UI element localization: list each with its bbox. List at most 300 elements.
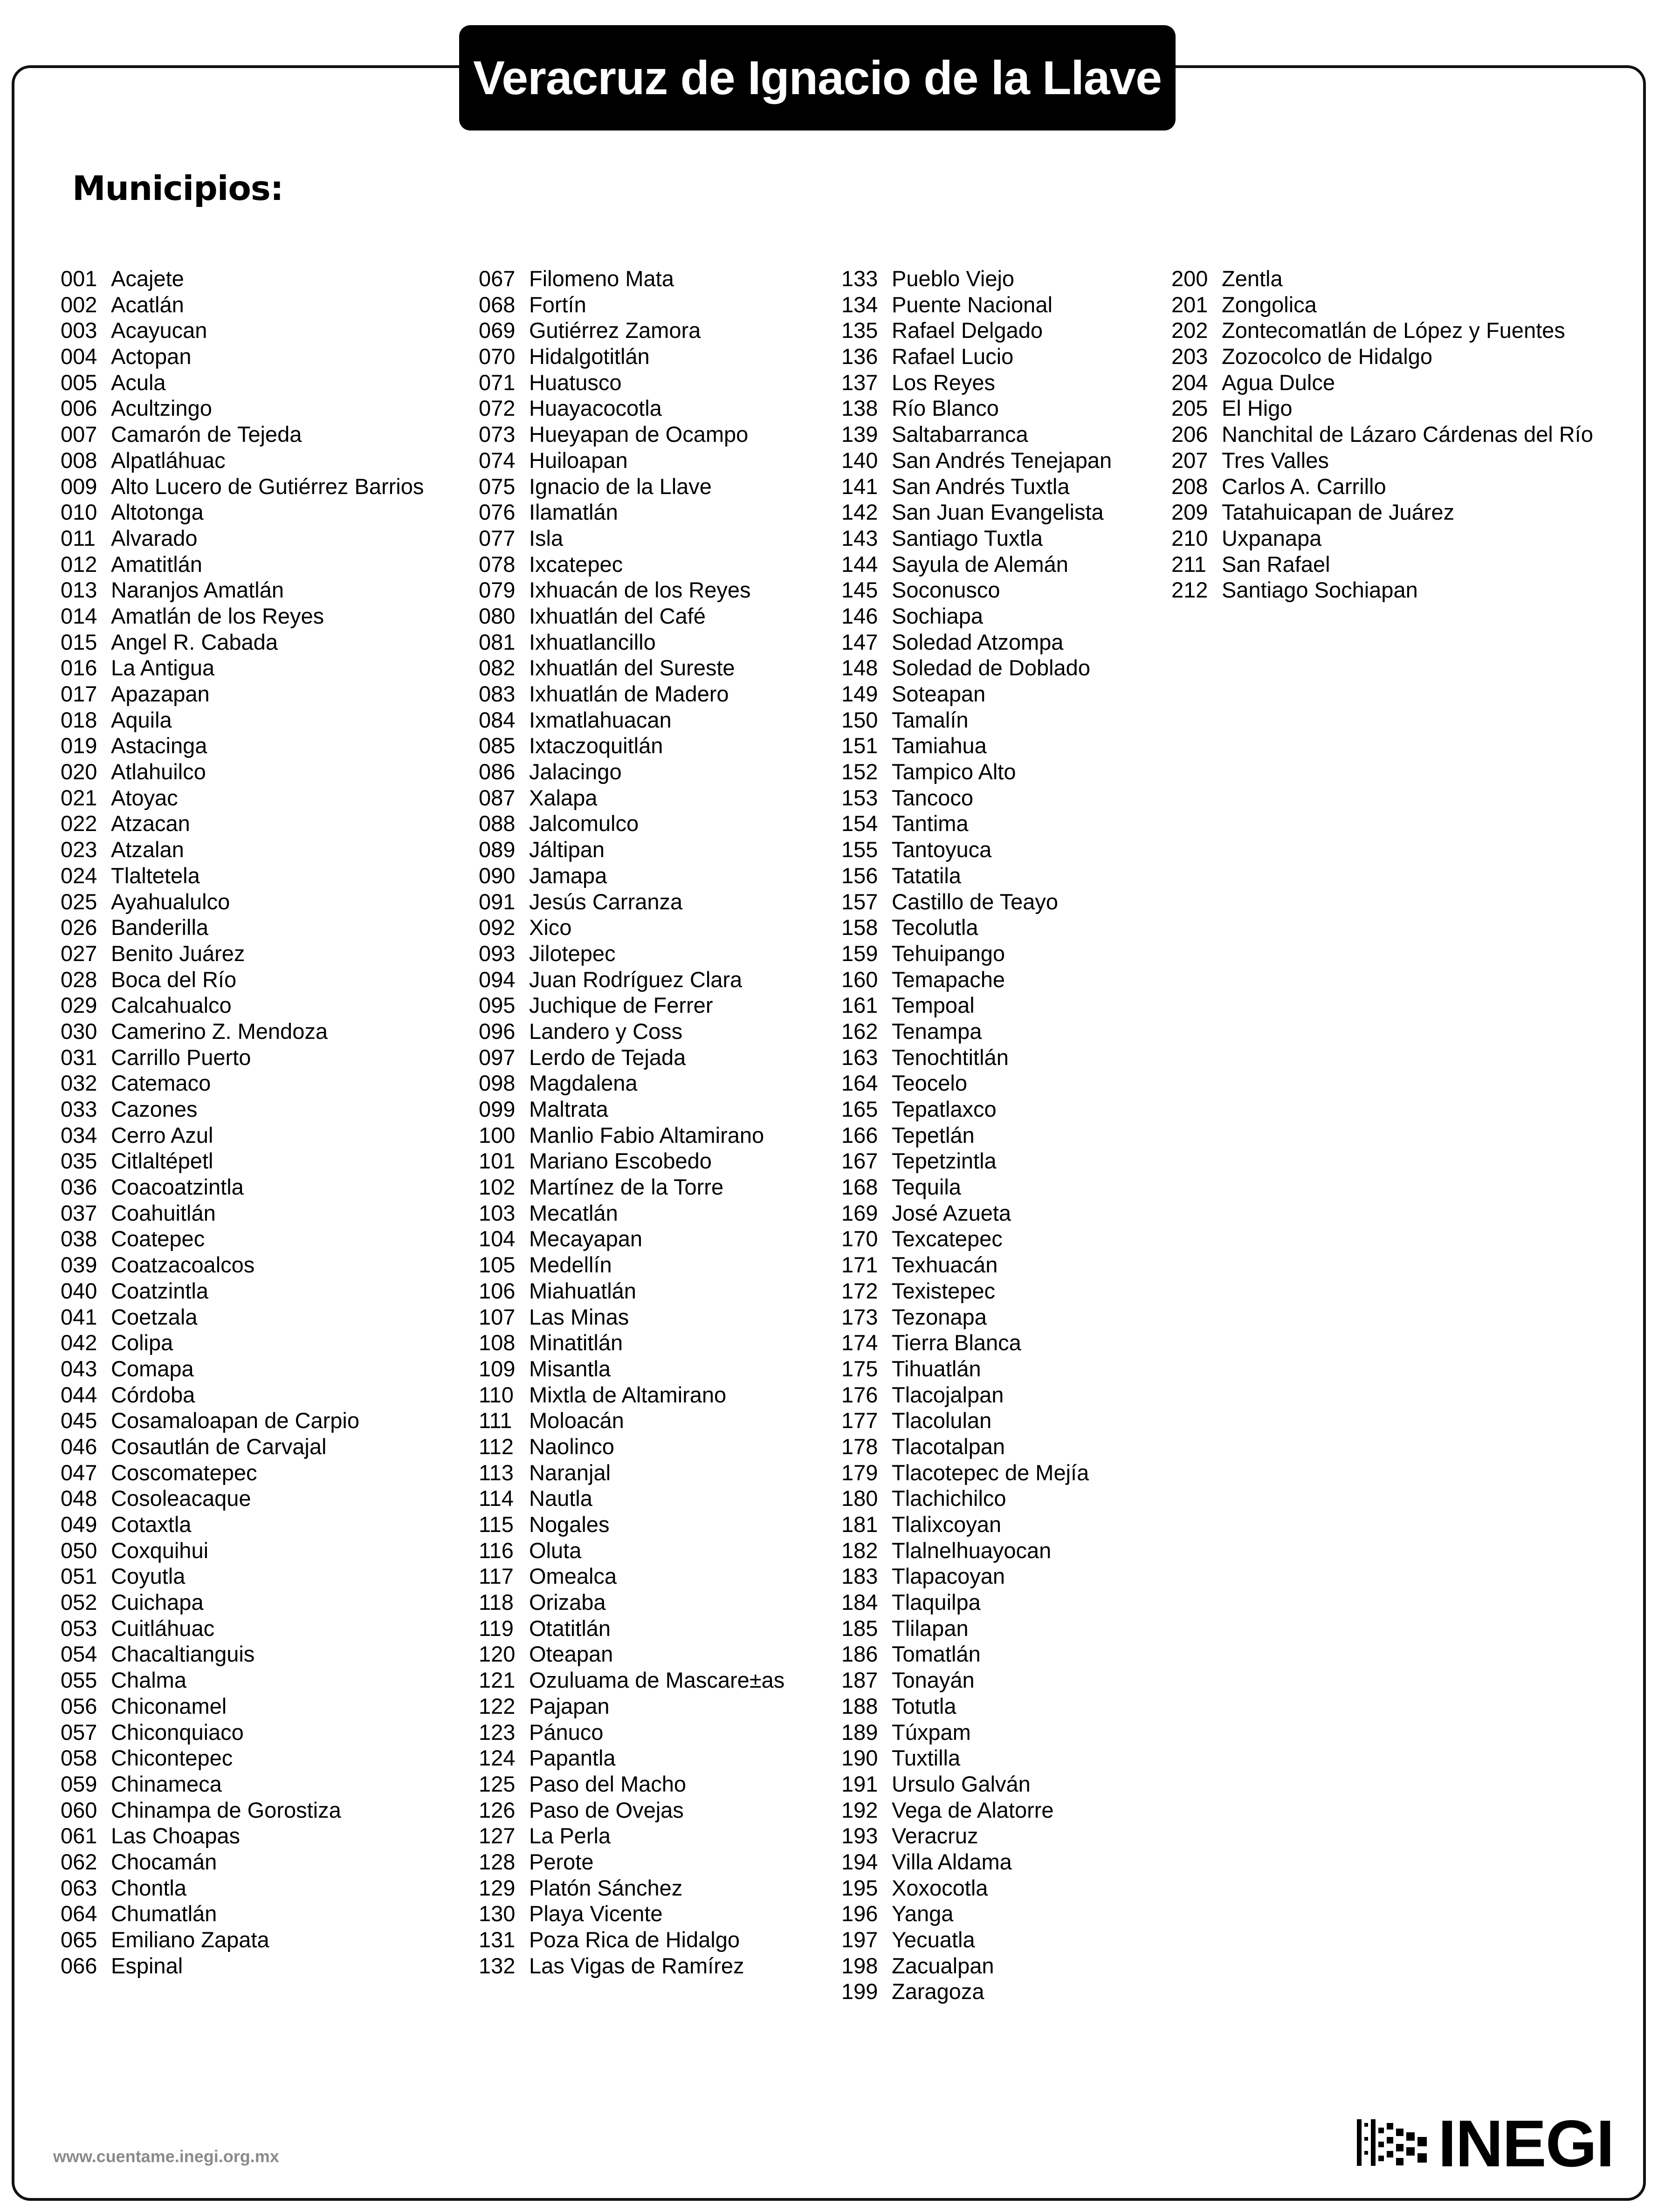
municipio-item: [841, 343, 1112, 370]
municipio-name: Tonayán: [892, 1668, 975, 1693]
municipio-name: Tepatlaxco: [892, 1097, 997, 1121]
municipio-name: Tlacojalpan: [892, 1382, 1004, 1407]
municipio-code: 130: [479, 1901, 516, 1926]
municipio-code: 184: [841, 1590, 878, 1615]
municipio-name: Carlos A. Carrillo: [1222, 474, 1386, 499]
municipio-name: Yanga: [892, 1901, 954, 1926]
municipio-item: [841, 785, 1112, 811]
municipio-name: Atzacan: [111, 811, 190, 836]
municipio-item: [479, 1200, 784, 1226]
municipio-item: [479, 629, 784, 655]
municipio-name: Texistepec: [892, 1278, 996, 1303]
municipio-code: 023: [61, 837, 97, 862]
municipio-name: Aquila: [111, 707, 172, 732]
municipio-name: Tlaquilpa: [892, 1590, 981, 1615]
municipio-code: 052: [61, 1590, 97, 1615]
municipio-item: [841, 1330, 1112, 1356]
municipio-name: Paso de Ovejas: [529, 1797, 684, 1822]
municipio-code: 179: [841, 1460, 878, 1485]
municipio-item: [61, 967, 424, 993]
municipio-item: [1171, 474, 1593, 500]
municipio-code: 113: [479, 1460, 514, 1485]
municipio-code: 041: [61, 1304, 97, 1329]
municipio-item: [479, 1797, 784, 1823]
municipio-name: Xico: [529, 915, 572, 940]
municipio-name: Chinameca: [111, 1771, 222, 1796]
municipio-name: Naranjal: [529, 1460, 611, 1485]
municipio-name: Cerro Azul: [111, 1122, 213, 1147]
municipio-name: Lerdo de Tejada: [529, 1044, 686, 1070]
municipio-code: 073: [479, 422, 516, 447]
municipio-item: [61, 1096, 424, 1122]
municipio-code: 030: [61, 1018, 97, 1044]
municipio-code: 077: [479, 525, 516, 550]
municipio-item: [479, 1278, 784, 1304]
municipio-item: [841, 733, 1112, 759]
municipio-name: Soledad de Doblado: [892, 655, 1090, 680]
municipio-code: 016: [61, 655, 97, 680]
municipio-code: 153: [841, 785, 878, 810]
municipio-item: [479, 941, 784, 967]
municipio-item: [61, 1304, 424, 1330]
municipio-name: Huayacocotla: [529, 396, 662, 421]
municipio-name: Ixcatepec: [529, 551, 623, 577]
municipio-name: Tequila: [892, 1175, 961, 1200]
municipio-code: 060: [61, 1797, 97, 1822]
municipio-name: Totutla: [892, 1693, 956, 1718]
municipios-column-4: [1171, 266, 1593, 603]
municipio-name: Zontecomatlán de López y Fuentes: [1222, 318, 1565, 343]
municipio-name: Camarón de Tejeda: [111, 422, 302, 447]
municipio-code: 039: [61, 1252, 97, 1278]
municipio-code: 150: [841, 707, 878, 732]
municipio-name: Coyutla: [111, 1564, 186, 1589]
municipio-item: [61, 837, 424, 863]
municipio-name: Gutiérrez Zamora: [529, 318, 701, 343]
municipio-code: 183: [841, 1564, 878, 1589]
municipio-name: Coatepec: [111, 1226, 205, 1251]
municipio-code: 088: [479, 811, 516, 836]
municipio-item: [61, 941, 424, 967]
municipio-code: 026: [61, 915, 97, 940]
municipio-item: [61, 1849, 424, 1875]
municipio-item: [61, 1641, 424, 1667]
municipio-name: Tamalín: [892, 707, 969, 732]
municipio-name: Coatzintla: [111, 1278, 208, 1303]
municipio-code: 070: [479, 344, 516, 369]
municipio-name: Teocelo: [892, 1071, 967, 1096]
municipio-item: [61, 733, 424, 759]
municipio-code: 064: [61, 1901, 97, 1926]
municipio-code: 122: [479, 1693, 516, 1718]
municipio-code: 166: [841, 1122, 878, 1147]
municipio-name: Las Minas: [529, 1304, 629, 1329]
municipio-code: 093: [479, 941, 516, 966]
municipio-code: 171: [841, 1252, 878, 1278]
municipio-name: La Perla: [529, 1823, 611, 1848]
municipio-name: Mixtla de Altamirano: [529, 1382, 727, 1407]
municipio-name: Cotaxtla: [111, 1512, 192, 1537]
municipio-name: Uxpanapa: [1222, 525, 1322, 550]
municipio-code: 040: [61, 1278, 97, 1303]
municipio-code: 080: [479, 603, 516, 628]
municipio-item: [61, 1589, 424, 1615]
municipio-item: [61, 1823, 424, 1849]
municipio-name: Alvarado: [111, 525, 198, 550]
municipio-code: 066: [61, 1953, 97, 1978]
municipio-code: 135: [841, 318, 878, 343]
municipio-item: [479, 343, 784, 370]
municipio-item: [841, 629, 1112, 655]
municipio-name: Castillo de Teayo: [892, 889, 1059, 914]
municipio-code: 182: [841, 1538, 878, 1563]
municipio-item: [61, 266, 424, 292]
municipio-item: [841, 1927, 1112, 1953]
municipio-code: 164: [841, 1071, 878, 1096]
municipio-name: Tlilapan: [892, 1615, 969, 1641]
municipio-item: [61, 499, 424, 525]
municipio-item: [61, 1771, 424, 1797]
municipio-item: [479, 1252, 784, 1278]
municipio-code: 186: [841, 1642, 878, 1667]
municipio-name: Tehuipango: [892, 941, 1005, 966]
municipio-code: 042: [61, 1330, 97, 1355]
municipio-item: [479, 1875, 784, 1901]
municipio-code: 018: [61, 707, 97, 732]
municipio-item: [61, 1460, 424, 1486]
municipio-item: [841, 551, 1112, 577]
municipio-name: Tampico Alto: [892, 759, 1016, 784]
municipio-name: Tres Valles: [1222, 447, 1329, 473]
municipio-code: 099: [479, 1097, 516, 1121]
municipio-code: 134: [841, 292, 878, 317]
municipio-code: 105: [479, 1252, 516, 1278]
municipio-name: Las Vigas de Ramírez: [529, 1953, 744, 1978]
municipio-item: [61, 551, 424, 577]
municipio-item: [841, 577, 1112, 603]
municipio-item: [479, 992, 784, 1018]
municipio-name: Jilotepec: [529, 941, 616, 966]
municipio-item: [841, 370, 1112, 396]
page-title: Veracruz de Ignacio de la Llave: [459, 25, 1176, 131]
municipio-name: Platón Sánchez: [529, 1875, 683, 1900]
municipio-name: Poza Rica de Hidalgo: [529, 1927, 740, 1952]
municipio-code: 054: [61, 1642, 97, 1667]
municipio-item: [841, 603, 1112, 629]
municipio-item: [1171, 317, 1593, 343]
municipio-code: 051: [61, 1564, 97, 1589]
municipio-name: Amatlán de los Reyes: [111, 603, 324, 628]
municipio-name: Ixhuatlancillo: [529, 629, 656, 654]
municipio-item: [61, 759, 424, 785]
municipio-item: [479, 1901, 784, 1927]
municipio-item: [61, 1148, 424, 1174]
municipio-code: 067: [479, 266, 516, 291]
municipio-item: [61, 317, 424, 343]
municipio-item: [61, 292, 424, 318]
municipio-item: [61, 1356, 424, 1382]
municipio-item: [61, 681, 424, 707]
municipio-item: [841, 317, 1112, 343]
municipio-code: 028: [61, 967, 97, 992]
municipio-code: 022: [61, 811, 97, 836]
municipio-item: [1171, 577, 1593, 603]
municipio-item: [61, 1745, 424, 1771]
municipio-code: 161: [841, 993, 878, 1018]
municipio-item: [479, 707, 784, 733]
municipio-code: 168: [841, 1175, 878, 1200]
municipio-item: [841, 1148, 1112, 1174]
municipio-item: [479, 1563, 784, 1589]
municipio-item: [841, 1693, 1112, 1719]
municipio-name: Espinal: [111, 1953, 183, 1978]
municipio-name: Acultzingo: [111, 396, 212, 421]
municipio-code: 084: [479, 707, 516, 732]
municipio-item: [841, 889, 1112, 915]
municipio-code: 138: [841, 396, 878, 421]
municipio-code: 173: [841, 1304, 878, 1329]
municipio-name: Camerino Z. Mendoza: [111, 1018, 328, 1044]
municipio-item: [61, 474, 424, 500]
municipio-name: Córdoba: [111, 1382, 195, 1407]
municipio-name: Soteapan: [892, 681, 986, 706]
municipio-name: Ixhuatlán del Café: [529, 603, 706, 628]
municipio-name: Playa Vicente: [529, 1901, 663, 1926]
municipio-item: [479, 1148, 784, 1174]
municipio-code: 128: [479, 1849, 516, 1874]
municipio-item: [841, 1382, 1112, 1408]
municipio-code: 185: [841, 1615, 878, 1641]
municipio-name: San Andrés Tuxtla: [892, 474, 1070, 499]
municipio-name: Isla: [529, 525, 564, 550]
municipio-name: Coahuitlán: [111, 1200, 216, 1225]
municipio-code: 158: [841, 915, 878, 940]
municipio-item: [1171, 447, 1593, 474]
municipio-code: 072: [479, 396, 516, 421]
municipio-code: 007: [61, 422, 97, 447]
municipio-name: Coatzacoalcos: [111, 1252, 255, 1278]
municipio-item: [841, 1953, 1112, 1979]
municipio-code: 034: [61, 1122, 97, 1147]
municipio-item: [841, 941, 1112, 967]
footer-url[interactable]: www.cuentame.inegi.org.mx: [53, 2147, 279, 2166]
municipio-item: [61, 811, 424, 837]
municipio-code: 068: [479, 292, 516, 317]
municipio-code: 149: [841, 681, 878, 706]
municipio-item: [841, 1356, 1112, 1382]
municipio-code: 087: [479, 785, 516, 810]
municipio-name: Ixtaczoquitlán: [529, 733, 663, 758]
municipio-name: Vega de Alatorre: [892, 1797, 1054, 1822]
municipio-code: 069: [479, 318, 516, 343]
municipio-code: 037: [61, 1200, 97, 1225]
municipio-item: [841, 992, 1112, 1018]
municipio-item: [841, 863, 1112, 889]
municipio-item: [61, 1563, 424, 1589]
municipio-item: [479, 1485, 784, 1511]
municipio-code: 071: [479, 370, 516, 395]
municipio-name: Amatitlán: [111, 551, 202, 577]
municipio-code: 065: [61, 1927, 97, 1952]
municipio-code: 013: [61, 577, 97, 603]
municipio-name: Chiconamel: [111, 1693, 227, 1718]
municipio-name: Naolinco: [529, 1434, 614, 1459]
municipio-item: [479, 1823, 784, 1849]
municipio-code: 045: [61, 1408, 97, 1433]
municipio-code: 048: [61, 1486, 97, 1511]
municipio-name: Jalacingo: [529, 759, 622, 784]
municipio-item: [61, 421, 424, 447]
municipio-code: 178: [841, 1434, 878, 1459]
municipio-name: Mecayapan: [529, 1226, 642, 1251]
municipio-name: Coxquihui: [111, 1538, 209, 1563]
municipio-item: [841, 1823, 1112, 1849]
municipio-name: Oteapan: [529, 1642, 613, 1667]
municipio-item: [61, 1875, 424, 1901]
municipio-item: [479, 292, 784, 318]
municipio-item: [841, 1901, 1112, 1927]
municipio-name: Tepetlán: [892, 1122, 975, 1147]
municipio-name: Atzalan: [111, 837, 184, 862]
municipio-code: 162: [841, 1018, 878, 1044]
municipio-item: [479, 1667, 784, 1693]
municipio-code: 036: [61, 1175, 97, 1200]
municipio-item: [841, 1538, 1112, 1564]
municipio-name: Ozuluama de Mascare±as: [529, 1668, 785, 1693]
municipio-name: Emiliano Zapata: [111, 1927, 269, 1952]
municipio-item: [479, 1953, 784, 1979]
municipio-item: [61, 1278, 424, 1304]
municipio-code: 090: [479, 863, 516, 888]
municipio-name: Mariano Escobedo: [529, 1148, 712, 1174]
inegi-logo-icon: [1354, 2118, 1433, 2170]
municipio-code: 059: [61, 1771, 97, 1796]
municipio-item: [479, 1330, 784, 1356]
municipio-item: [479, 1044, 784, 1071]
municipio-code: 181: [841, 1512, 878, 1537]
municipio-item: [479, 1511, 784, 1538]
municipio-name: Chumatlán: [111, 1901, 217, 1926]
municipio-code: 123: [479, 1719, 516, 1745]
municipio-name: Otatitlán: [529, 1615, 611, 1641]
municipio-code: 092: [479, 915, 516, 940]
municipio-item: [61, 1252, 424, 1278]
municipio-item: [841, 1018, 1112, 1044]
municipio-name: Tomatlán: [892, 1642, 981, 1667]
municipio-item: [1171, 551, 1593, 577]
municipio-code: 061: [61, 1823, 97, 1848]
municipio-item: [479, 1615, 784, 1642]
municipio-item: [479, 1096, 784, 1122]
municipio-code: 193: [841, 1823, 878, 1848]
municipio-item: [1171, 343, 1593, 370]
municipio-code: 207: [1171, 447, 1208, 473]
municipio-name: Ixhuacán de los Reyes: [529, 577, 751, 603]
municipio-code: 053: [61, 1615, 97, 1641]
municipio-name: Medellín: [529, 1252, 612, 1278]
municipio-name: Banderilla: [111, 915, 209, 940]
municipio-name: Alto Lucero de Gutiérrez Barrios: [111, 474, 424, 499]
municipio-item: [841, 1719, 1112, 1745]
municipio-item: [61, 395, 424, 421]
municipio-code: 027: [61, 941, 97, 966]
municipio-name: Astacinga: [111, 733, 207, 758]
municipio-item: [61, 1018, 424, 1044]
municipio-item: [841, 474, 1112, 500]
municipio-item: [479, 1460, 784, 1486]
municipio-name: Moloacán: [529, 1408, 624, 1433]
municipio-item: [479, 551, 784, 577]
municipio-code: 085: [479, 733, 516, 758]
municipio-item: [841, 1511, 1112, 1538]
municipio-code: 190: [841, 1745, 878, 1771]
municipio-item: [841, 1044, 1112, 1071]
municipio-code: 091: [479, 889, 516, 914]
municipio-code: 115: [479, 1512, 514, 1537]
municipio-code: 106: [479, 1278, 516, 1303]
municipio-code: 031: [61, 1044, 97, 1070]
municipio-item: [841, 1122, 1112, 1148]
municipio-item: [1171, 395, 1593, 421]
municipio-name: Omealca: [529, 1564, 617, 1589]
municipio-item: [479, 655, 784, 681]
municipio-item: [479, 889, 784, 915]
municipio-item: [841, 1460, 1112, 1486]
municipio-item: [479, 837, 784, 863]
municipio-code: 203: [1171, 344, 1208, 369]
municipio-item: [479, 1408, 784, 1434]
municipio-name: Naranjos Amatlán: [111, 577, 284, 603]
municipio-code: 169: [841, 1200, 878, 1225]
municipio-item: [61, 785, 424, 811]
municipio-item: [1171, 266, 1593, 292]
municipio-code: 004: [61, 344, 97, 369]
municipio-name: Rafael Delgado: [892, 318, 1043, 343]
municipio-name: Catemaco: [111, 1071, 211, 1096]
municipio-item: [841, 914, 1112, 941]
municipio-name: Carrillo Puerto: [111, 1044, 251, 1070]
municipio-name: Tecolutla: [892, 915, 978, 940]
municipio-code: 086: [479, 759, 516, 784]
municipio-name: Xoxocotla: [892, 1875, 988, 1900]
municipios-column-2: [479, 266, 784, 1978]
municipio-code: 165: [841, 1097, 878, 1121]
municipio-code: 131: [479, 1927, 516, 1952]
municipio-name: Coacoatzintla: [111, 1175, 244, 1200]
municipio-name: Tlacolulan: [892, 1408, 992, 1433]
municipio-item: [479, 785, 784, 811]
municipio-name: Tepetzintla: [892, 1148, 997, 1174]
municipio-name: Ayahualulco: [111, 889, 230, 914]
municipio-item: [479, 1538, 784, 1564]
municipio-code: 191: [841, 1771, 878, 1796]
municipio-name: Orizaba: [529, 1590, 606, 1615]
municipio-code: 009: [61, 474, 97, 499]
municipio-code: 102: [479, 1175, 516, 1200]
municipio-code: 089: [479, 837, 516, 862]
municipio-code: 117: [479, 1564, 514, 1589]
municipio-code: 020: [61, 759, 97, 784]
municipio-name: Ixmatlahuacan: [529, 707, 672, 732]
municipio-item: [61, 1797, 424, 1823]
municipio-name: Xalapa: [529, 785, 598, 810]
municipio-item: [61, 447, 424, 474]
municipio-code: 206: [1171, 422, 1208, 447]
municipio-name: Magdalena: [529, 1071, 638, 1096]
municipio-name: Atoyac: [111, 785, 178, 810]
municipio-code: 098: [479, 1071, 516, 1096]
municipio-code: 159: [841, 941, 878, 966]
